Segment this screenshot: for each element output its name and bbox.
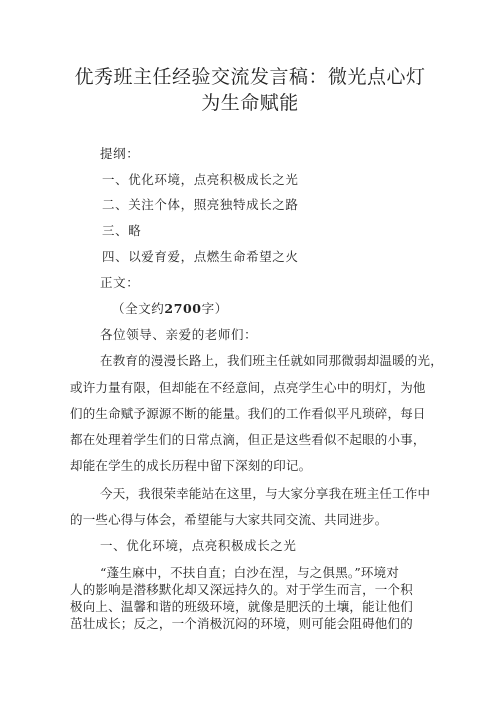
document-title-line-2: 为生命赋能	[201, 92, 299, 114]
paragraph-1-line-2: 或许力量有限，但却能在不经意间，点亮学生心中的明灯，为他	[70, 380, 426, 395]
paragraph-3-line-2: 人的影响是潜移默化却又深远持久的。对于学生而言，一个积	[70, 582, 413, 597]
word-count-suffix: 字）	[201, 301, 228, 316]
word-count-prefix: （全文约	[112, 301, 165, 316]
paragraph-2-line-1: 今天，我很荣幸能站在这里，与大家分享我在班主任工作中	[100, 486, 431, 501]
paragraph-3-line-3: 极向上、温馨和谐的班级环境，就像是肥沃的土壤，能让他们	[70, 599, 413, 614]
paragraph-1-line-4: 都在处理着学生们的日常点滴，但正是这些看似不起眼的小事，	[70, 432, 426, 447]
body-label: 正文：	[100, 275, 140, 290]
section-1-heading: 一、优化环境，点亮积极成长之光	[100, 538, 297, 553]
word-count-note	[112, 299, 472, 317]
greeting: 各位领导、亲爱的老师们：	[100, 327, 258, 342]
outline-item-3: 三、略	[102, 223, 142, 238]
paragraph-3-line-1: “蓬生麻中，不扶自直；白沙在涅，与之俱黑。”环境对	[100, 565, 400, 580]
paragraph-1-line-1: 在教育的漫漫长路上，我们班主任就如同那微弱却温暖的光，	[100, 353, 443, 368]
paragraph-2-line-2: 的一些心得与体会，希望能与大家共同交流、共同进步。	[70, 512, 388, 527]
word-count-number: 2700	[164, 301, 202, 316]
outline-item-2: 二、关注个体，照亮独特成长之路	[102, 197, 299, 212]
paragraph-3-line-4: 茁壮成长；反之，一个消极沉闷的环境，则可能会阻碍他们的	[70, 616, 413, 631]
outline-item-4: 四、以爱育爱，点燃生命希望之火	[102, 249, 299, 264]
outline-label: 提纲：	[100, 146, 140, 161]
paragraph-1-line-5: 却能在学生的成长历程中留下深刻的印记。	[70, 458, 312, 473]
document-title-line-1: 优秀班主任经验交流发言稿：微光点心灯	[74, 66, 426, 88]
outline-item-1: 一、优化环境，点亮积极成长之光	[102, 172, 299, 187]
paragraph-1-line-3: 们的生命赋予源源不断的能量。我们的工作看似平凡琐碎，每日	[70, 406, 426, 421]
